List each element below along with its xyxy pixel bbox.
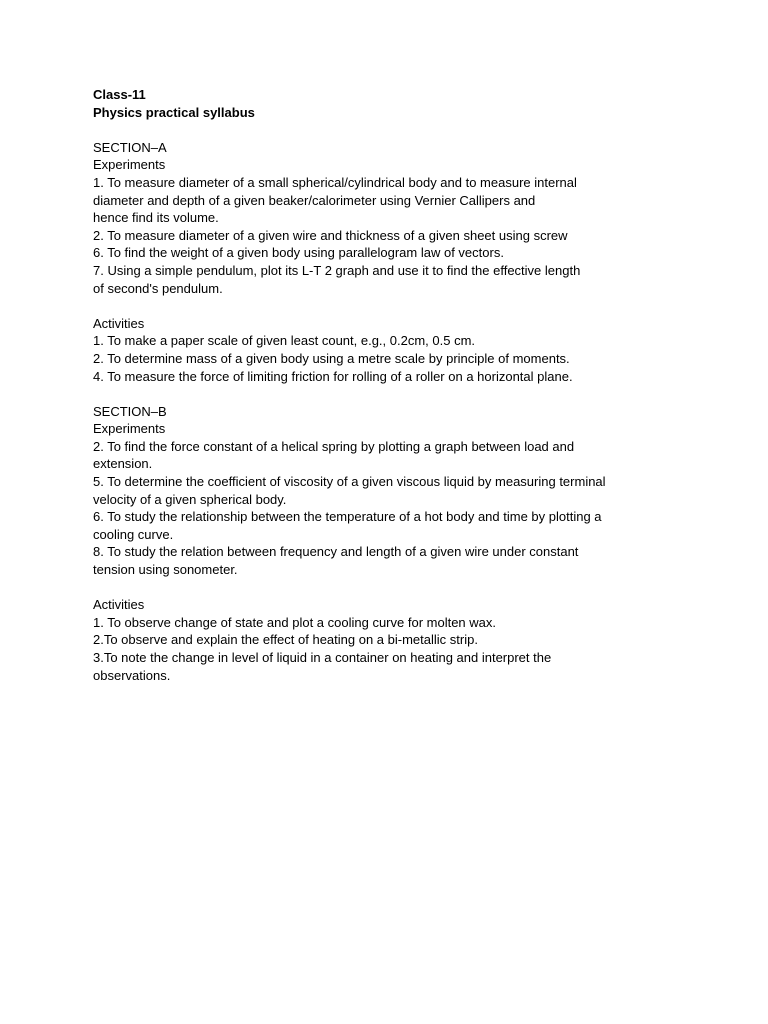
section-a-experiment-line: of second's pendulum.	[93, 280, 223, 296]
document-title: Physics practical syllabus	[93, 104, 255, 120]
section-b-activities-label: Activities	[93, 597, 145, 613]
section-b-activity-line: 3.To note the change in level of liquid in a container on heating and interpret the	[93, 650, 552, 665]
spacer	[93, 297, 693, 315]
section-b-activity-line: 1. To observe change of state and plot a cooling curve for molten wax.	[93, 614, 496, 630]
section-a-activity-line: 1. To make a paper scale of given least count, e.g., 0.2cm, 0.5 cm.	[93, 333, 476, 349]
section-b-activity-line: observations.	[93, 667, 171, 683]
section-a-activity-line: 4. To measure the force of limiting friction for rolling of a roller on a horizontal plane.	[93, 368, 573, 384]
section-a-experiment-line: 1. To measure diameter of a small spherical/cylindrical body and to measure internal	[93, 174, 577, 190]
class-label: Class-11	[93, 87, 146, 102]
section-b-experiment-line: 2. To find the force constant of a helical spring by plotting a graph between load and	[93, 438, 575, 454]
section-b-experiment-line: velocity of a given spherical body.	[93, 491, 287, 507]
section-a-experiment-line: 2. To measure diameter of a given wire and thickness of a given sheet using screw	[93, 227, 568, 243]
section-b-experiment-line: extension.	[93, 456, 153, 472]
section-b-activity-line: 2.To observe and explain the effect of heating on a bi-metallic strip.	[93, 632, 478, 648]
section-b-heading: SECTION–B	[93, 403, 167, 419]
section-a-activity-line: 2. To determine mass of a given body using a metre scale by principle of moments.	[93, 350, 570, 366]
section-b-experiment-line: 8. To study the relation between frequency and length of a given wire under constant	[93, 544, 579, 560]
section-b-experiment-line: tension using sonometer.	[93, 562, 238, 578]
section-a-experiment-line: 6. To find the weight of a given body using parallelogram law of vectors.	[93, 245, 504, 261]
section-b-experiment-line: 5. To determine the coefficient of viscosity of a given viscous liquid by measuring terminal	[93, 474, 606, 490]
section-a-heading: SECTION–A	[93, 139, 167, 155]
section-a-experiment-line: 7. Using a simple pendulum, plot its L-T 2 graph and use it to find the effective length	[93, 262, 581, 278]
section-a-experiment-line: diameter and depth of a given beaker/calorimeter using Vernier Callipers and	[93, 192, 536, 208]
section-b-experiment-line: 6. To study the relationship between the temperature of a hot body and time by plotting a	[93, 509, 602, 525]
section-a-experiment-line: hence find its volume.	[93, 210, 219, 226]
section-b-experiment-line: cooling curve.	[93, 526, 174, 542]
spacer	[93, 385, 693, 403]
section-a-activities-label: Activities	[93, 315, 145, 331]
document-page	[93, 86, 693, 684]
spacer	[93, 579, 693, 597]
spacer	[93, 121, 693, 139]
section-a-experiments-label: Experiments	[93, 157, 166, 173]
section-b-experiments-label: Experiments	[93, 421, 166, 437]
